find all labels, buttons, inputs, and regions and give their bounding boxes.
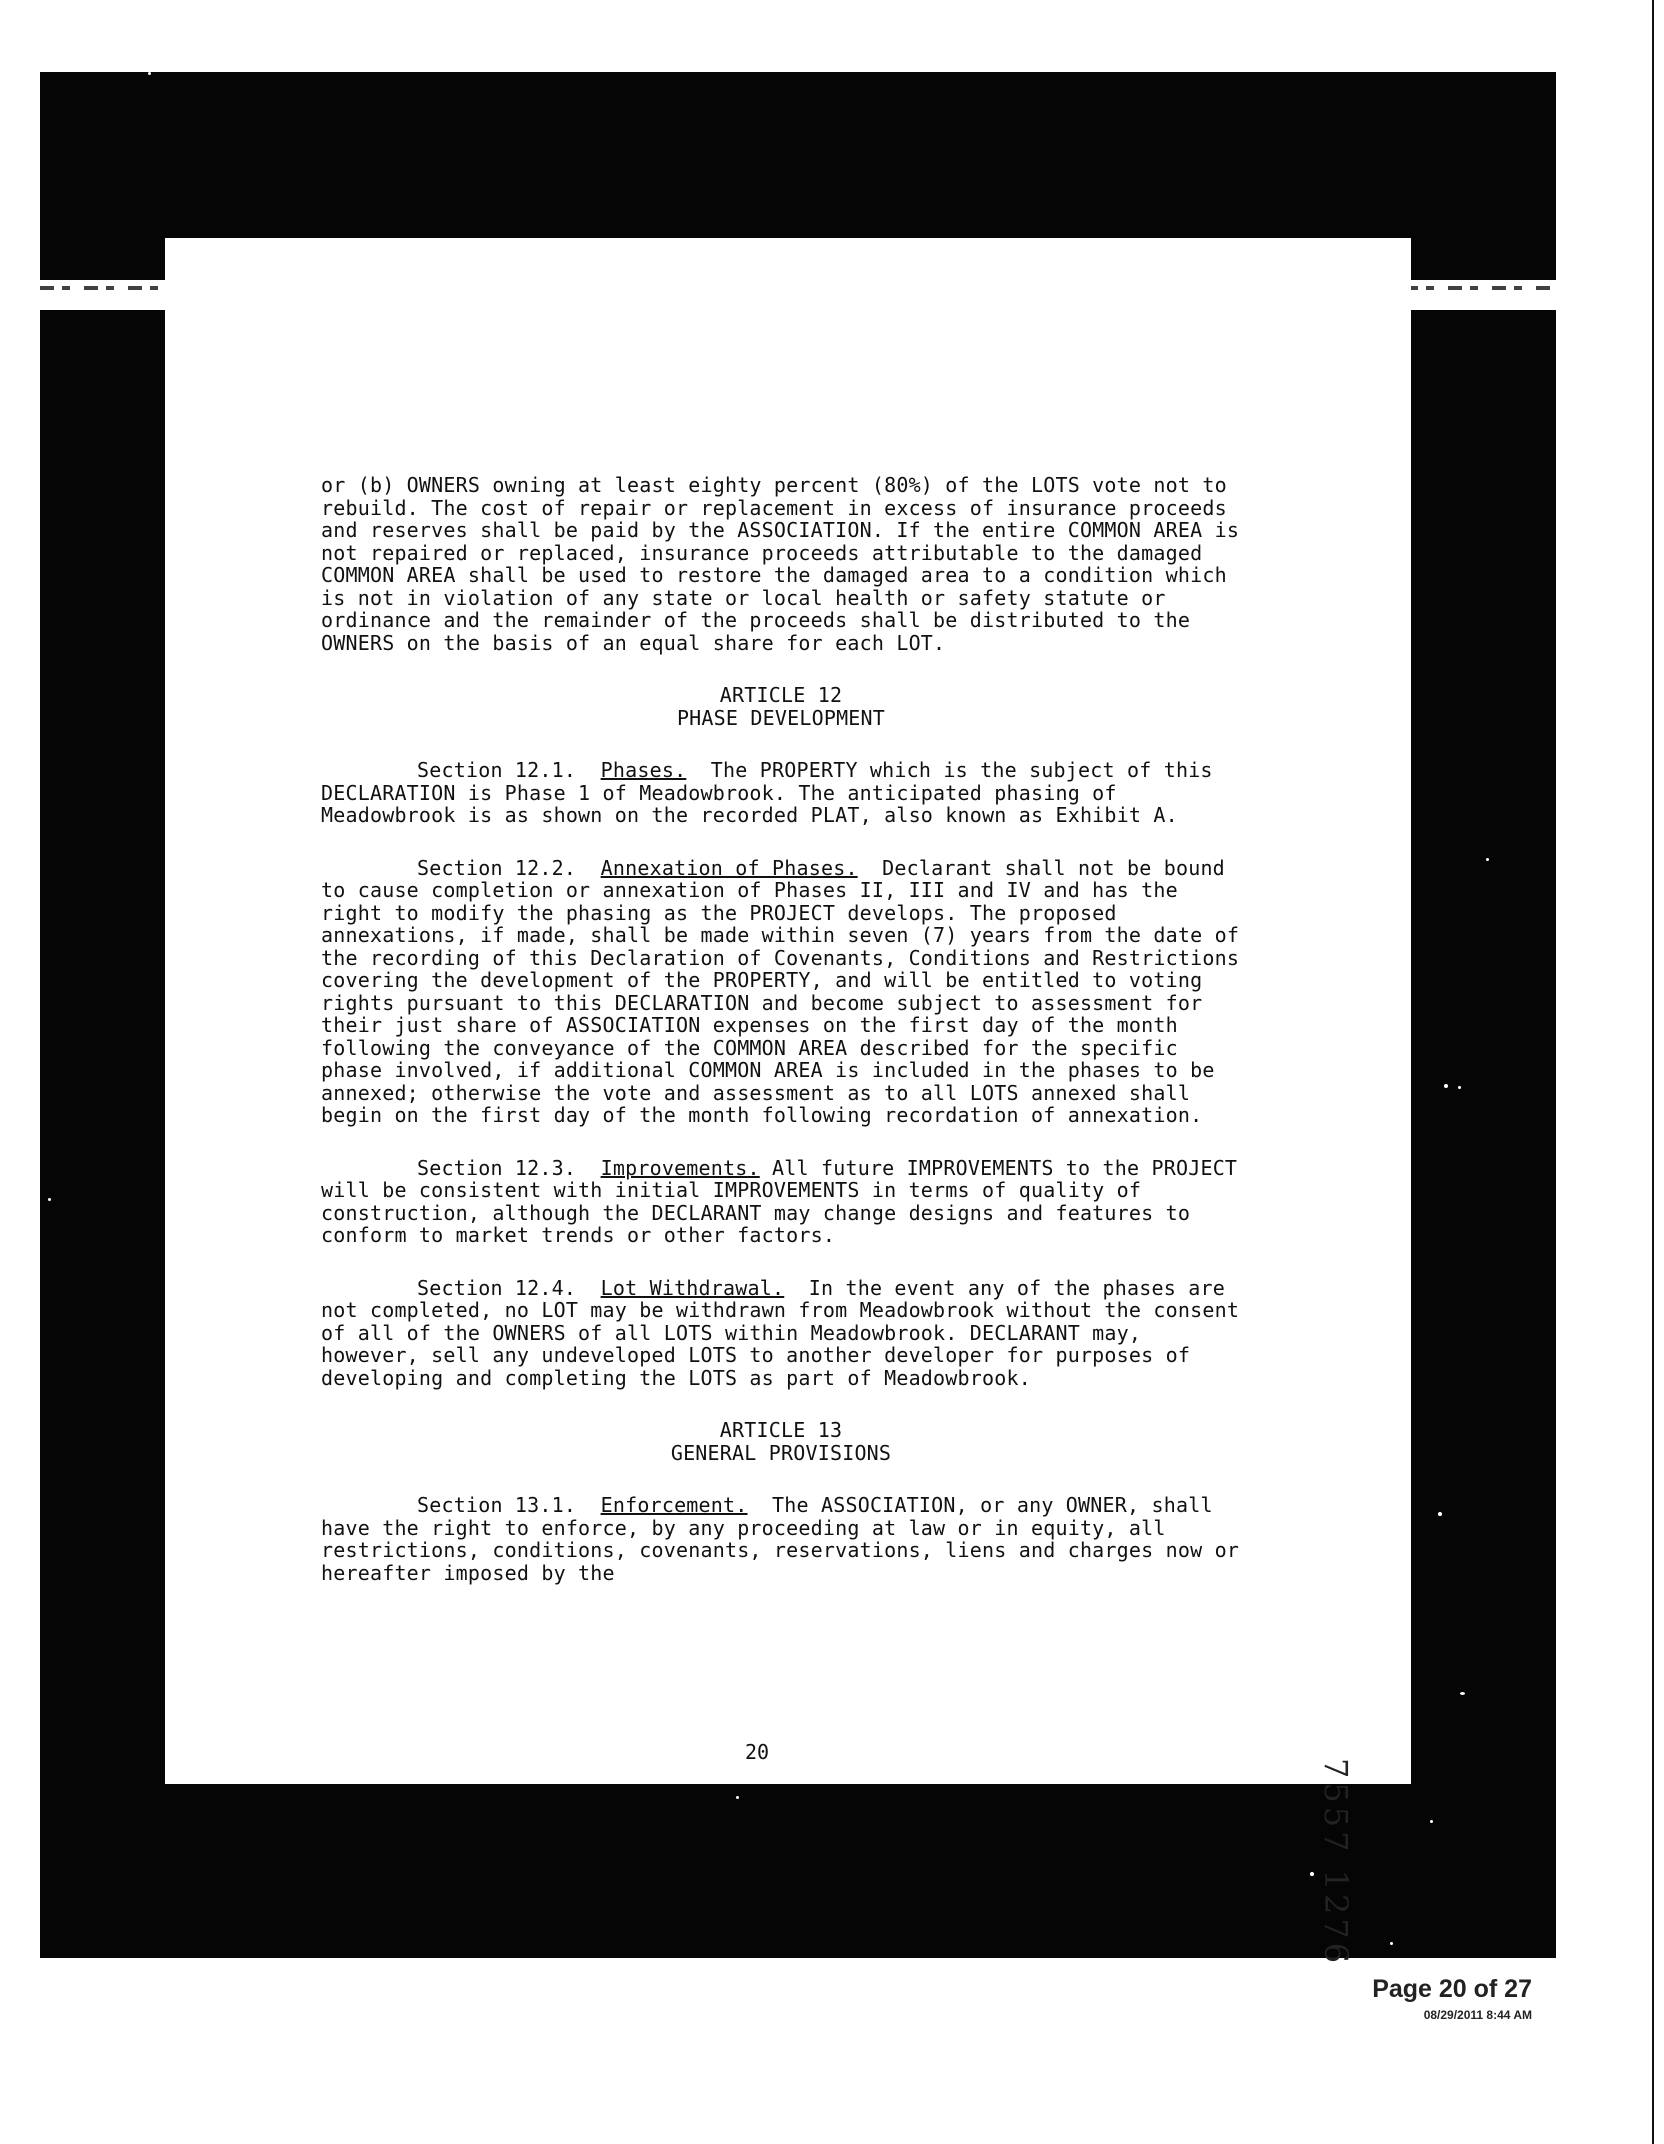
section-13-1-body: The ASSOCIATION, or any OWNER, shall have the right to enforce, by any proceeding at law or in equity, all restrictions, conditions, covenants, reservations, liens and charges now or hereafter imposed by the bbox=[321, 1493, 1240, 1585]
section-12-2-body: Declarant shall not be bound to cause completion or annexation of Phases II, III and IV and has the right to modify the phasing as the PROJECT develops. The proposed annexations, if made, shall be made within seven (7) years from the date of the recording of this Declaration of Covenants, Conditions and Restrictions covering the development of the PROPERTY, and will be entitled to voting rights pursuant to this DECLARATION and become subject to assessment for their just share of ASSOCIATION expenses on the first day of the month following the conveyance of the COMMON AREA described for the specific phase involved, if additional COMMON AREA is included in the phases to be annexed; otherwise the vote and assessment as to all LOTS annexed shall begin on the first day of the month following recordation of annexation. bbox=[321, 855, 1240, 1127]
section-12-1-label: Section 12.1. bbox=[417, 758, 577, 782]
section-12-1-heading: Phases. bbox=[600, 758, 687, 782]
recording-stamp: 7557 1276 bbox=[1317, 1758, 1355, 1968]
document-body bbox=[321, 474, 1241, 1614]
paragraph-insurance: or (b) OWNERS owning at least eighty percent (80%) of the LOTS vote not to rebuild. The cost of repair or replacement in excess of insurance proceeds and reserves shall be paid by the ASSOCIATION. If the entire COMMON AREA is not repaired or replaced, insurance proceeds attributable to the damaged COMMON AREA shall be used to restore the damaged area to a condition which is not in violation of any state or local health or safety statute or ordinance and the remainder of the proceeds shall be distributed to the OWNERS on the basis of an equal share for each LOT. bbox=[321, 473, 1240, 655]
section-12-2 bbox=[321, 857, 1241, 1127]
section-12-3-label: Section 12.3. bbox=[417, 1155, 577, 1180]
print-timestamp: 08/29/2011 8:44 AM bbox=[1423, 2008, 1532, 2022]
section-12-2-label: Section 12.2. bbox=[417, 855, 577, 880]
section-12-4-heading: Lot Withdrawal. bbox=[600, 1275, 785, 1300]
article-12-title: PHASE DEVELOPMENT bbox=[676, 705, 886, 730]
article-13-heading bbox=[321, 1419, 1241, 1464]
section-12-3-body: All future IMPROVEMENTS to the PROJECT will be consistent with initial IMPROVEMENTS in terms of quality of construction, although the DECLARANT may change designs and features to conform to market trends or other factors. bbox=[321, 1155, 1238, 1247]
page-number: 20 bbox=[745, 1740, 770, 1764]
section-12-4-label: Section 12.4. bbox=[417, 1275, 577, 1300]
section-13-1-heading: Enforcement. bbox=[600, 1493, 748, 1517]
section-12-4 bbox=[321, 1277, 1241, 1390]
document-page bbox=[165, 238, 1411, 1968]
article-13-title: GENERAL PROVISIONS bbox=[670, 1440, 892, 1465]
section-13-1 bbox=[321, 1494, 1241, 1584]
article-13-number: ARTICLE 13 bbox=[719, 1418, 843, 1442]
section-13-1-label: Section 13.1. bbox=[417, 1493, 577, 1517]
section-12-3-heading: Improvements. bbox=[600, 1155, 760, 1180]
section-12-3 bbox=[321, 1157, 1241, 1247]
page-count-label: Page 20 of 27 bbox=[1372, 1975, 1532, 2003]
section-12-4-body: In the event any of the phases are not completed, no LOT may be withdrawn from Meadowbrook without the consent of all of the OWNERS of all LOTS within Meadowbrook. DECLARANT may, however, sell any undeveloped LOTS to another developer for purposes of developing and completing the LOTS as part of Meadowbrook. bbox=[321, 1275, 1240, 1390]
article-12-number: ARTICLE 12 bbox=[719, 683, 843, 707]
article-12-heading bbox=[321, 684, 1241, 729]
section-12-1 bbox=[321, 759, 1241, 827]
section-12-2-heading: Annexation of Phases. bbox=[600, 855, 858, 880]
right-edge-rule bbox=[1652, 0, 1654, 2144]
section-12-1-body: The PROPERTY which is the subject of this DECLARATION is Phase 1 of Meadowbrook. The anticipated phasing of Meadowbrook is as shown on the recorded PLAT, also known as Exhibit A. bbox=[321, 758, 1213, 827]
